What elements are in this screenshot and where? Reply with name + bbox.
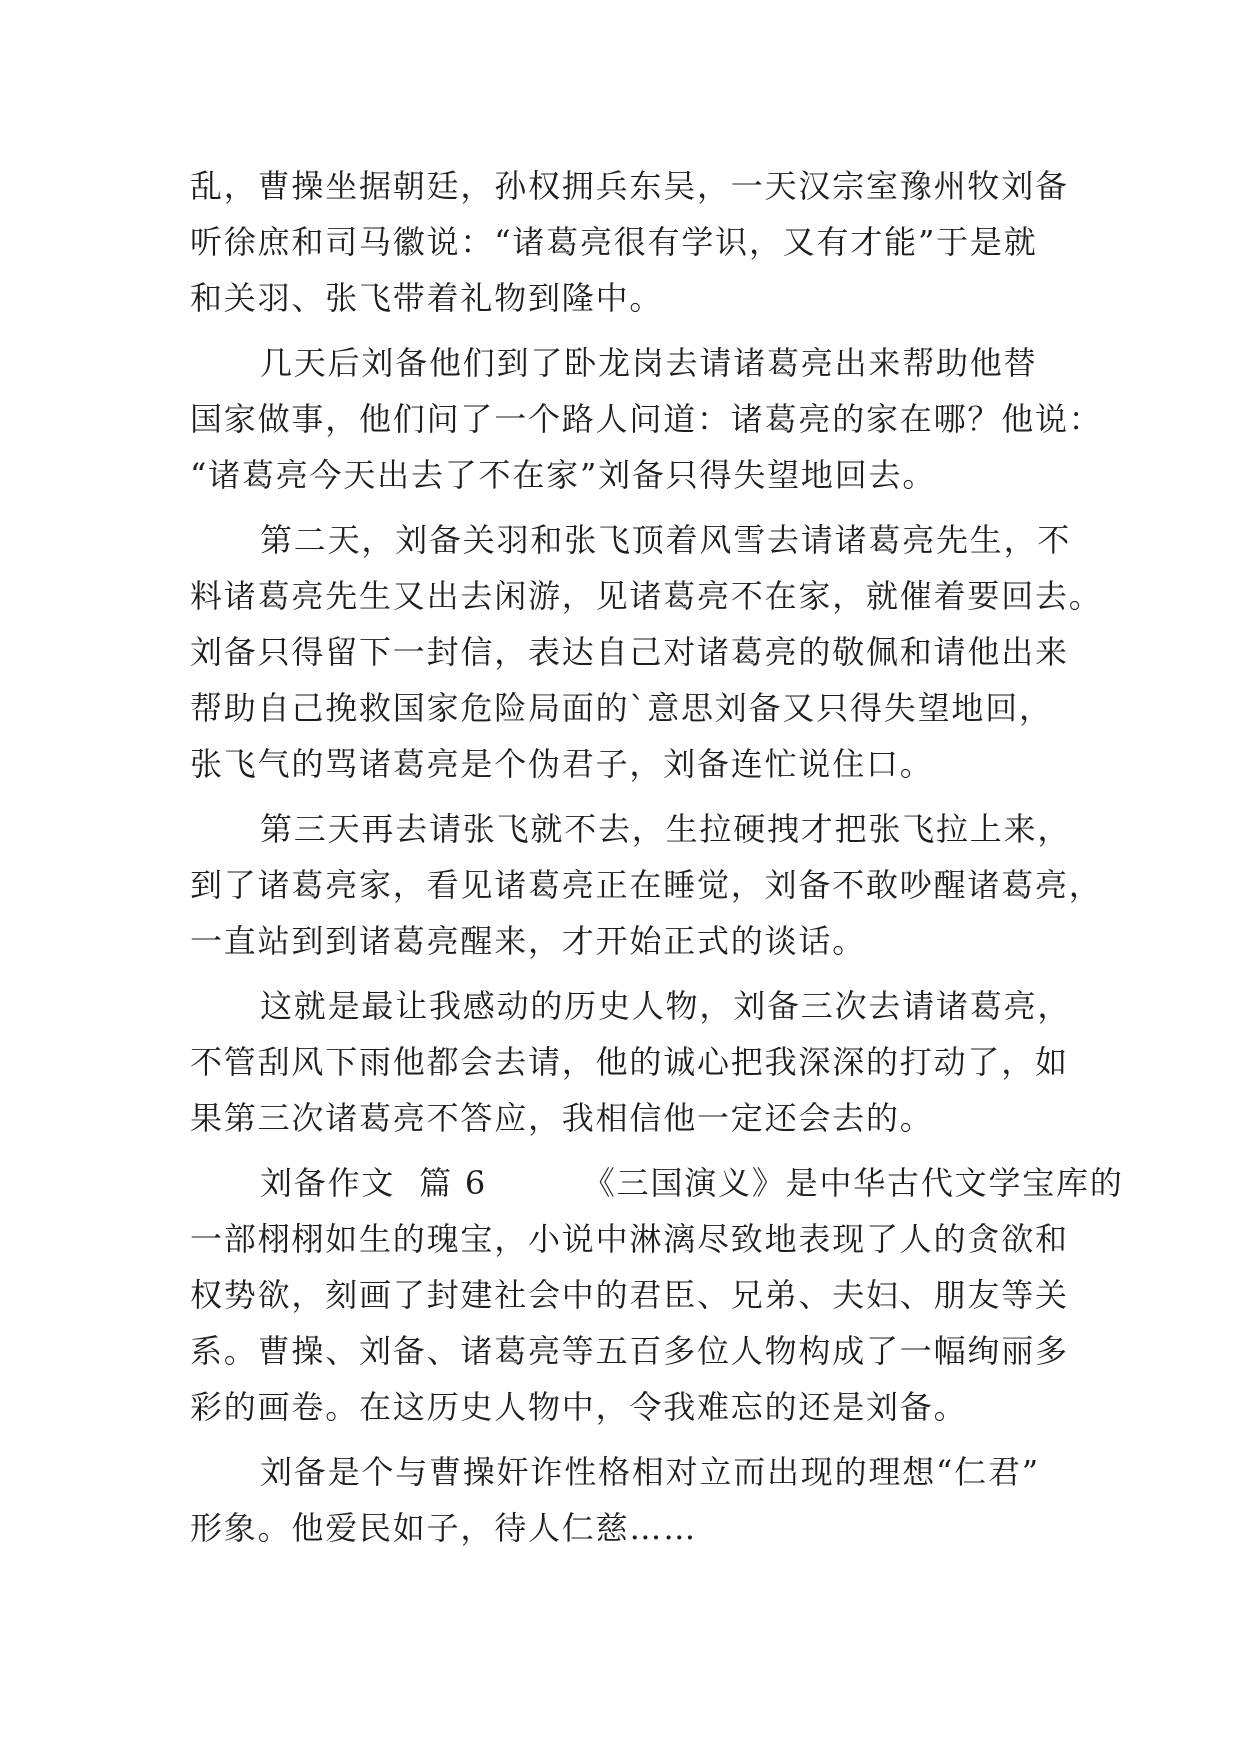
paragraph-first-line: 第二天，刘备关羽和张飞顶着风雪去请诸葛亮先生，不 — [260, 521, 1072, 559]
text-line: “诸葛亮今天出去了不在家”刘备只得失望地回去。 — [190, 456, 937, 494]
text-line: 一直站到到诸葛亮醒来，才开始正式的谈话。 — [190, 922, 867, 960]
text-line: 料诸葛亮先生又出去闲游，见诸葛亮不在家，就催着要回去。 — [190, 577, 1103, 615]
text-line: 国家做事，他们问了一个路人问道：诸葛亮的家在哪？他说： — [190, 400, 1103, 438]
text-line: 乱，曹操坐据朝廷，孙权拥兵东吴，一天汉宗室豫州牧刘备 — [190, 167, 1069, 205]
article-body — [190, 158, 1124, 1556]
text-line: 张飞气的骂诸葛亮是个伪君子，刘备连忙说住口。 — [190, 745, 934, 783]
paragraph-first-line: 几天后刘备他们到了卧龙岗去请诸葛亮出来帮助他替 — [260, 344, 1038, 382]
text-line: 形象。他爱民如子，待人仁慈…… — [190, 1509, 698, 1547]
text-line: 和关羽、张飞带着礼物到隆中。 — [190, 279, 664, 317]
text-line: 彩的画卷。在这历史人物中，令我难忘的还是刘备。 — [190, 1388, 968, 1426]
text-line: 到了诸葛亮家，看见诸葛亮正在睡觉，刘备不敢吵醒诸葛亮， — [190, 866, 1103, 904]
text-line: 一部栩栩如生的瑰宝，小说中淋漓尽致地表现了人的贪欲和 — [190, 1220, 1069, 1258]
text-line: 刘备只得留下一封信，表达自己对诸葛亮的敬佩和请他出来 — [190, 633, 1069, 671]
text-line: 听徐庶和司马徽说：“诸葛亮很有学识，又有才能”于是就 — [190, 223, 1038, 261]
paragraph-first-line: 这就是最让我感动的历史人物，刘备三次去请诸葛亮， — [260, 987, 1072, 1025]
paragraph-first-line: 第三天再去请张飞就不去，生拉硬拽才把张飞拉上来， — [260, 810, 1072, 848]
text-line: 权势欲，刻画了封建社会中的君臣、兄弟、夫妇、朋友等关 — [190, 1276, 1069, 1314]
text-line: 帮助自己挽救国家危险局面的`意思刘备又只得失望地回， — [190, 689, 1053, 727]
text-line: 不管刮风下雨他都会去请，他的诚心把我深深的打动了，如 — [190, 1043, 1069, 1081]
text-line: 系。曹操、刘备、诸葛亮等五百多位人物构成了一幅绚丽多 — [190, 1332, 1069, 1370]
paragraph-first-line: 刘备是个与曹操奸诈性格相对立而出现的理想“仁君” — [260, 1453, 1040, 1491]
text-line: 果第三次诸葛亮不答应，我相信他一定还会去的。 — [190, 1099, 934, 1137]
section-heading-line: 刘备作文 篇 6 《三国演义》是中华古代文学宝库的 — [260, 1164, 1124, 1202]
